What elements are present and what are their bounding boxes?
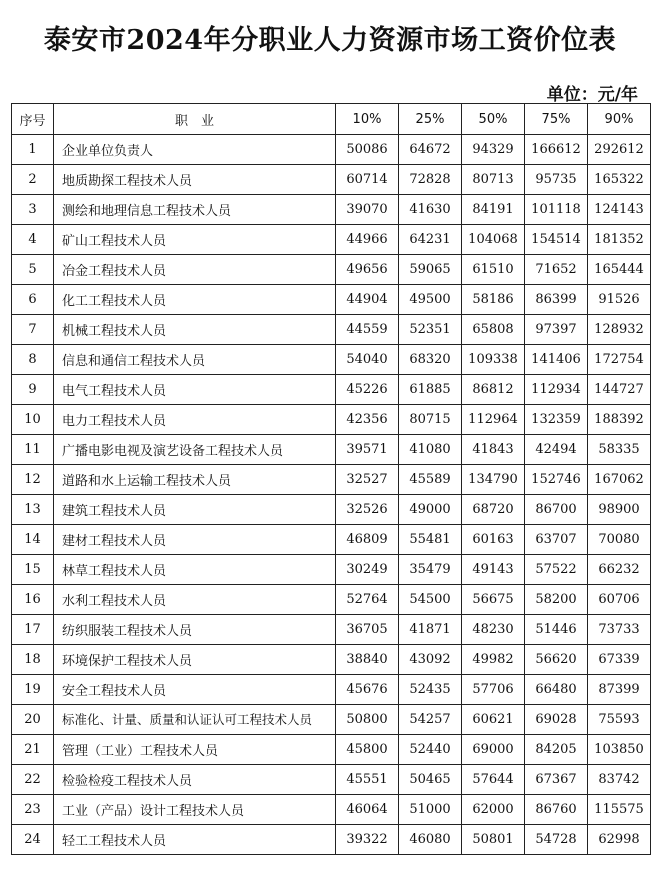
cell-p90: 58335 — [588, 435, 651, 465]
cell-index: 23 — [12, 795, 54, 825]
cell-p10: 54040 — [336, 345, 399, 375]
cell-p25: 46080 — [399, 825, 462, 855]
cell-p90: 98900 — [588, 495, 651, 525]
cell-p10: 36705 — [336, 615, 399, 645]
table-row — [12, 525, 651, 555]
cell-index: 10 — [12, 405, 54, 435]
cell-p50: 65808 — [462, 315, 525, 345]
cell-p90: 165444 — [588, 255, 651, 285]
cell-p75: 58200 — [525, 585, 588, 615]
cell-p50: 50801 — [462, 825, 525, 855]
cell-p25: 61885 — [399, 375, 462, 405]
cell-index: 8 — [12, 345, 54, 375]
cell-p25: 49000 — [399, 495, 462, 525]
cell-p25: 45589 — [399, 465, 462, 495]
cell-occupation: 管理（工业）工程技术人员 — [54, 735, 336, 765]
cell-p75: 56620 — [525, 645, 588, 675]
cell-p90: 115575 — [588, 795, 651, 825]
cell-index: 16 — [12, 585, 54, 615]
table-row — [12, 435, 651, 465]
cell-p75: 141406 — [525, 345, 588, 375]
cell-index: 17 — [12, 615, 54, 645]
cell-p75: 67367 — [525, 765, 588, 795]
cell-p90: 73733 — [588, 615, 651, 645]
table-row — [12, 195, 651, 225]
cell-p50: 41843 — [462, 435, 525, 465]
cell-p75: 132359 — [525, 405, 588, 435]
cell-occupation: 建材工程技术人员 — [54, 525, 336, 555]
header-occupation: 职 业 — [54, 104, 336, 135]
cell-p75: 63707 — [525, 525, 588, 555]
page-title: 泰安市2024年分职业人力资源市场工资价位表 — [43, 25, 617, 56]
cell-index: 12 — [12, 465, 54, 495]
cell-occupation: 林草工程技术人员 — [54, 555, 336, 585]
cell-p10: 32526 — [336, 495, 399, 525]
header-p90: 90% — [588, 104, 651, 135]
cell-occupation: 地质勘探工程技术人员 — [54, 165, 336, 195]
cell-p90: 167062 — [588, 465, 651, 495]
cell-p90: 103850 — [588, 735, 651, 765]
cell-p25: 49500 — [399, 285, 462, 315]
cell-p75: 97397 — [525, 315, 588, 345]
header-row — [12, 104, 651, 135]
cell-index: 6 — [12, 285, 54, 315]
cell-occupation: 道路和水上运输工程技术人员 — [54, 465, 336, 495]
table-row — [12, 615, 651, 645]
cell-p90: 144727 — [588, 375, 651, 405]
cell-occupation: 电气工程技术人员 — [54, 375, 336, 405]
cell-p90: 165322 — [588, 165, 651, 195]
cell-occupation: 轻工工程技术人员 — [54, 825, 336, 855]
cell-p25: 64672 — [399, 135, 462, 165]
cell-p75: 71652 — [525, 255, 588, 285]
cell-index: 20 — [12, 705, 54, 735]
cell-occupation: 标准化、计量、质量和认证认可工程技术人员 — [54, 705, 336, 735]
cell-p75: 154514 — [525, 225, 588, 255]
cell-p25: 35479 — [399, 555, 462, 585]
cell-p10: 45800 — [336, 735, 399, 765]
cell-index: 14 — [12, 525, 54, 555]
table-row — [12, 135, 651, 165]
table-row — [12, 825, 651, 855]
cell-index: 13 — [12, 495, 54, 525]
header-p50: 50% — [462, 104, 525, 135]
cell-p25: 52351 — [399, 315, 462, 345]
cell-p10: 30249 — [336, 555, 399, 585]
table-row — [12, 765, 651, 795]
table-row — [12, 675, 651, 705]
cell-p90: 67339 — [588, 645, 651, 675]
table-row — [12, 555, 651, 585]
cell-index: 21 — [12, 735, 54, 765]
cell-occupation: 化工工程技术人员 — [54, 285, 336, 315]
cell-p50: 109338 — [462, 345, 525, 375]
cell-p25: 54257 — [399, 705, 462, 735]
cell-p25: 64231 — [399, 225, 462, 255]
cell-p75: 152746 — [525, 465, 588, 495]
cell-occupation: 环境保护工程技术人员 — [54, 645, 336, 675]
cell-p50: 80713 — [462, 165, 525, 195]
cell-p50: 134790 — [462, 465, 525, 495]
cell-index: 18 — [12, 645, 54, 675]
cell-p75: 101118 — [525, 195, 588, 225]
cell-index: 1 — [12, 135, 54, 165]
cell-p50: 56675 — [462, 585, 525, 615]
cell-p10: 45226 — [336, 375, 399, 405]
cell-p10: 50086 — [336, 135, 399, 165]
cell-p10: 44966 — [336, 225, 399, 255]
header-p10: 10% — [336, 104, 399, 135]
cell-p90: 188392 — [588, 405, 651, 435]
table-row — [12, 405, 651, 435]
cell-index: 4 — [12, 225, 54, 255]
header-p25: 25% — [399, 104, 462, 135]
cell-p10: 32527 — [336, 465, 399, 495]
cell-p50: 60163 — [462, 525, 525, 555]
cell-occupation: 检验检疫工程技术人员 — [54, 765, 336, 795]
unit-label: 单位：元/年 — [546, 85, 638, 105]
cell-p50: 49143 — [462, 555, 525, 585]
cell-occupation: 测绘和地理信息工程技术人员 — [54, 195, 336, 225]
cell-index: 11 — [12, 435, 54, 465]
cell-occupation: 安全工程技术人员 — [54, 675, 336, 705]
table-row — [12, 705, 651, 735]
cell-p10: 39070 — [336, 195, 399, 225]
cell-p50: 94329 — [462, 135, 525, 165]
cell-p10: 39322 — [336, 825, 399, 855]
wage-table — [11, 103, 651, 855]
table-row — [12, 585, 651, 615]
cell-p25: 52440 — [399, 735, 462, 765]
table-row — [12, 465, 651, 495]
cell-p50: 69000 — [462, 735, 525, 765]
cell-p50: 112964 — [462, 405, 525, 435]
table-row — [12, 285, 651, 315]
cell-p90: 60706 — [588, 585, 651, 615]
table-row — [12, 165, 651, 195]
cell-index: 5 — [12, 255, 54, 285]
cell-p75: 86760 — [525, 795, 588, 825]
cell-p75: 86700 — [525, 495, 588, 525]
cell-occupation: 水利工程技术人员 — [54, 585, 336, 615]
cell-p90: 124143 — [588, 195, 651, 225]
table-row — [12, 735, 651, 765]
cell-p25: 41630 — [399, 195, 462, 225]
cell-p90: 70080 — [588, 525, 651, 555]
cell-p90: 62998 — [588, 825, 651, 855]
cell-p75: 54728 — [525, 825, 588, 855]
cell-p90: 91526 — [588, 285, 651, 315]
cell-occupation: 电力工程技术人员 — [54, 405, 336, 435]
cell-occupation: 机械工程技术人员 — [54, 315, 336, 345]
cell-p90: 181352 — [588, 225, 651, 255]
table-row — [12, 795, 651, 825]
cell-p75: 57522 — [525, 555, 588, 585]
cell-index: 2 — [12, 165, 54, 195]
cell-p90: 292612 — [588, 135, 651, 165]
cell-p10: 44904 — [336, 285, 399, 315]
cell-p10: 44559 — [336, 315, 399, 345]
cell-p10: 46064 — [336, 795, 399, 825]
cell-occupation: 企业单位负责人 — [54, 135, 336, 165]
table-row — [12, 225, 651, 255]
table-row — [12, 315, 651, 345]
cell-p25: 50465 — [399, 765, 462, 795]
cell-index: 19 — [12, 675, 54, 705]
table-row — [12, 495, 651, 525]
cell-p75: 166612 — [525, 135, 588, 165]
cell-p25: 43092 — [399, 645, 462, 675]
cell-p10: 42356 — [336, 405, 399, 435]
cell-index: 22 — [12, 765, 54, 795]
cell-p25: 51000 — [399, 795, 462, 825]
cell-p25: 59065 — [399, 255, 462, 285]
cell-occupation: 建筑工程技术人员 — [54, 495, 336, 525]
header-index: 序号 — [12, 104, 54, 135]
cell-occupation: 冶金工程技术人员 — [54, 255, 336, 285]
cell-index: 24 — [12, 825, 54, 855]
cell-p90: 128932 — [588, 315, 651, 345]
cell-p50: 62000 — [462, 795, 525, 825]
cell-p90: 83742 — [588, 765, 651, 795]
cell-index: 15 — [12, 555, 54, 585]
cell-occupation: 工业（产品）设计工程技术人员 — [54, 795, 336, 825]
cell-p50: 86812 — [462, 375, 525, 405]
cell-p75: 66480 — [525, 675, 588, 705]
cell-p25: 55481 — [399, 525, 462, 555]
header-p75: 75% — [525, 104, 588, 135]
cell-p90: 75593 — [588, 705, 651, 735]
table-row — [12, 255, 651, 285]
cell-p10: 45676 — [336, 675, 399, 705]
cell-p75: 112934 — [525, 375, 588, 405]
cell-p50: 49982 — [462, 645, 525, 675]
cell-occupation: 纺织服装工程技术人员 — [54, 615, 336, 645]
cell-p75: 42494 — [525, 435, 588, 465]
cell-p10: 39571 — [336, 435, 399, 465]
cell-p90: 172754 — [588, 345, 651, 375]
cell-occupation: 信息和通信工程技术人员 — [54, 345, 336, 375]
cell-p10: 49656 — [336, 255, 399, 285]
cell-p75: 86399 — [525, 285, 588, 315]
table-body — [12, 135, 651, 855]
cell-occupation: 广播电影电视及演艺设备工程技术人员 — [54, 435, 336, 465]
cell-p50: 61510 — [462, 255, 525, 285]
cell-p50: 57706 — [462, 675, 525, 705]
cell-index: 7 — [12, 315, 54, 345]
cell-p10: 45551 — [336, 765, 399, 795]
cell-p25: 68320 — [399, 345, 462, 375]
cell-p50: 68720 — [462, 495, 525, 525]
cell-p75: 51446 — [525, 615, 588, 645]
cell-p90: 66232 — [588, 555, 651, 585]
cell-p10: 46809 — [336, 525, 399, 555]
cell-p25: 80715 — [399, 405, 462, 435]
cell-p50: 48230 — [462, 615, 525, 645]
cell-p25: 52435 — [399, 675, 462, 705]
cell-p50: 60621 — [462, 705, 525, 735]
cell-index: 3 — [12, 195, 54, 225]
cell-p25: 41871 — [399, 615, 462, 645]
cell-p50: 58186 — [462, 285, 525, 315]
cell-p10: 60714 — [336, 165, 399, 195]
cell-p10: 52764 — [336, 585, 399, 615]
cell-p75: 84205 — [525, 735, 588, 765]
cell-p25: 54500 — [399, 585, 462, 615]
cell-p90: 87399 — [588, 675, 651, 705]
table-row — [12, 375, 651, 405]
cell-p50: 57644 — [462, 765, 525, 795]
table-row — [12, 645, 651, 675]
cell-occupation: 矿山工程技术人员 — [54, 225, 336, 255]
table-header — [12, 104, 651, 135]
table-row — [12, 345, 651, 375]
cell-p10: 50800 — [336, 705, 399, 735]
cell-p25: 72828 — [399, 165, 462, 195]
cell-index: 9 — [12, 375, 54, 405]
cell-p25: 41080 — [399, 435, 462, 465]
cell-p50: 104068 — [462, 225, 525, 255]
cell-p50: 84191 — [462, 195, 525, 225]
cell-p75: 69028 — [525, 705, 588, 735]
cell-p10: 38840 — [336, 645, 399, 675]
cell-p75: 95735 — [525, 165, 588, 195]
